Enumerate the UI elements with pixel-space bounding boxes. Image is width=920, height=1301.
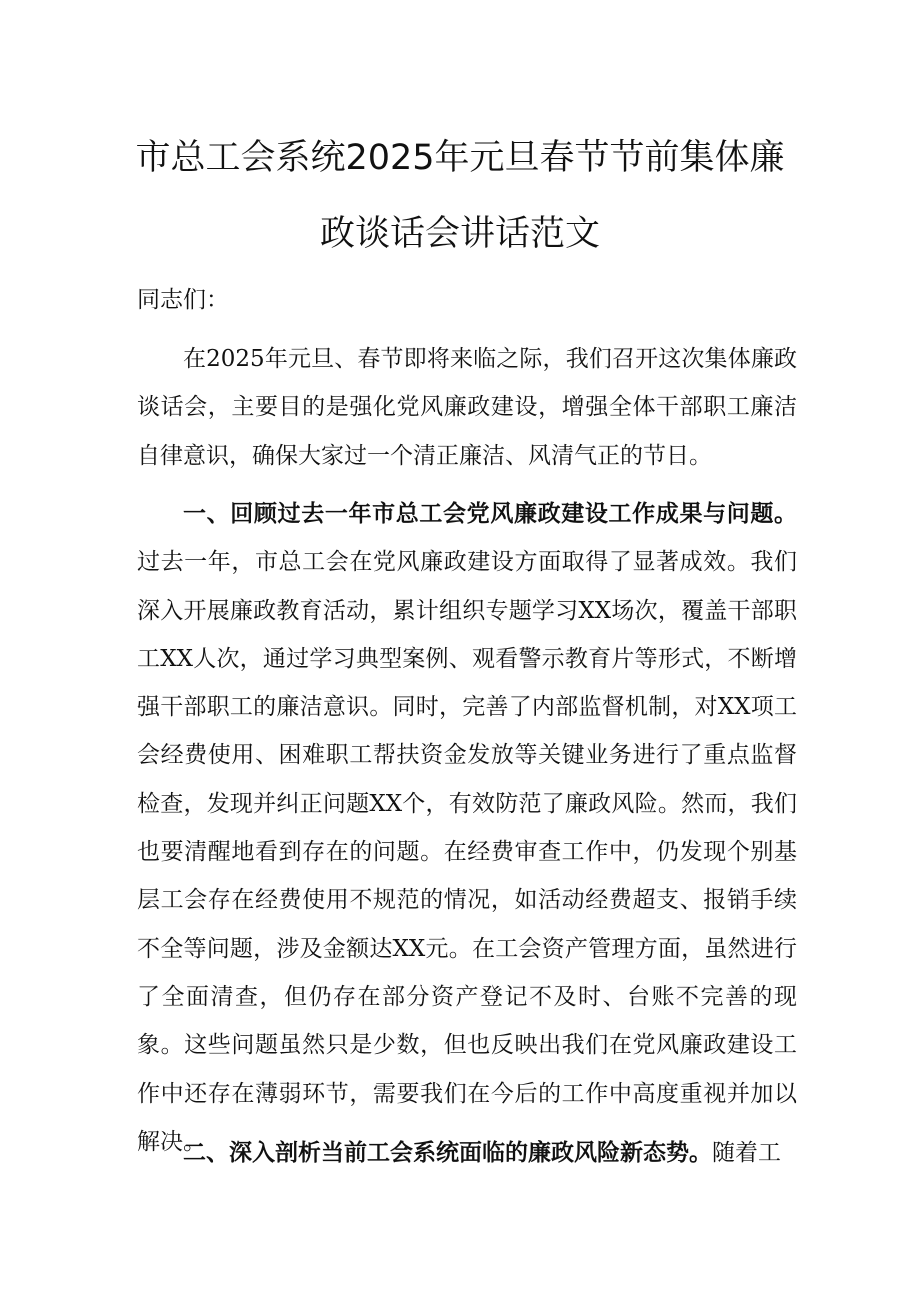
section-2-heading: 二、深入剖析当前工会系统面临的廉政风险新态势。 [183, 1140, 712, 1166]
document-title-line-1: 市总工会系统2025年元旦春节节前集体廉 [135, 138, 785, 178]
section-1-text: 过去一年，市总工会在党风廉政建设方面取得了显著成效。我们深入开展廉政教育活动，累计组织专题学习XX场次，覆盖干部职工XX人次，通过学习典型案例、观看警示教育片等形式，不断增强干部职工的廉洁意识。同时，完善了内部监督机制，对XX项工会经费使用、困难职工帮扶资金发放等关键业务进行了重点监督检查，发现并纠正问题XX个，有效防范了廉政风险。然而，我们也要清醒地看到存在的问题。在经费审查工作中，仍发现个别基层工会存在经费使用不规范的情况，如活动经费超支、报销手续不全等问题，涉及金额达XX元。在工会资产管理方面，虽然进行了全面清查，但仍存在部分资产登记不及时、台账不完善的现象。这些问题虽然只是少数，但也反映出我们在党风廉政建设工作中还存在薄弱环节，需要我们在今后的工作中高度重视并加以解决。 [137, 549, 797, 1155]
document-title-line-2: 政谈话会讲话范文 [319, 214, 600, 254]
section-1-heading: 一、回顾过去一年市总工会党风廉政建设工作成果与问题。 [183, 501, 797, 527]
paragraph-intro [137, 335, 797, 480]
paragraph-section-2 [137, 1129, 797, 1177]
salutation: 同志们： [137, 287, 229, 313]
section-2-text: 随着工 [712, 1140, 781, 1166]
paragraph-intro-text: 在2025年元旦、春节即将来临之际，我们召开这次集体廉政谈话会，主要目的是强化党风廉政建设，增强全体干部职工廉洁自律意识，确保大家过一个清正廉洁、风清气正的节日。 [137, 346, 797, 469]
paragraph-section-1 [137, 490, 797, 1166]
